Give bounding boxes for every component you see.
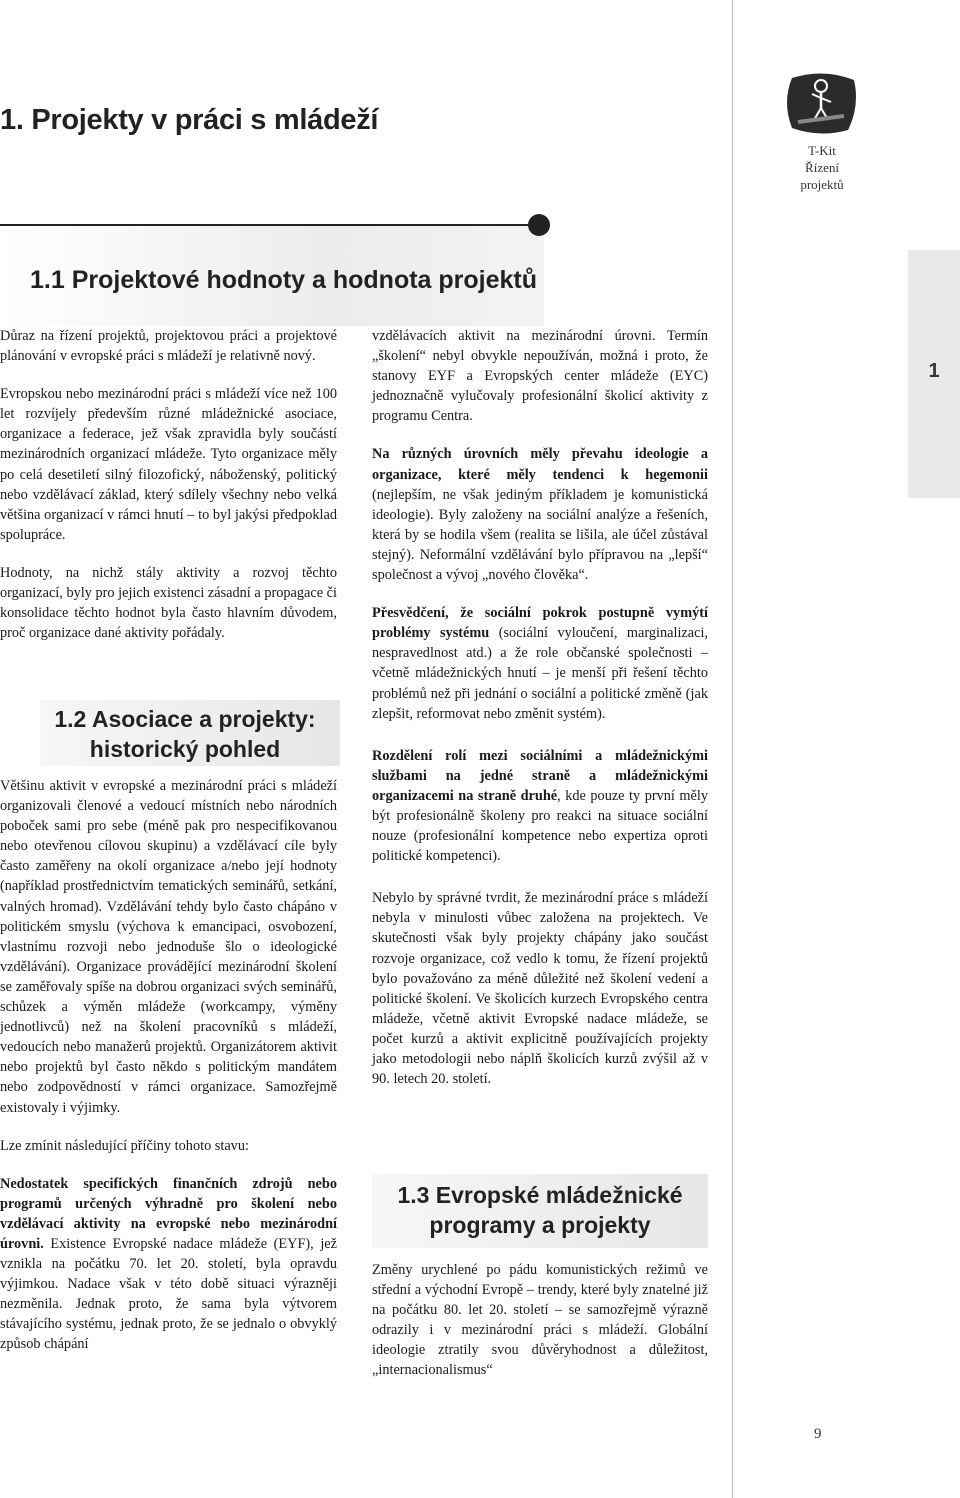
right-paragraph-2: [372, 444, 708, 585]
section-1-2-title-line-1: 1.2 Asociace a projekty:: [54, 706, 316, 732]
left-column-upper: [0, 326, 337, 643]
right-paragraph-5: Nebylo by správné tvrdit, že mezinárodní práce s mládeží nebyla v minulosti vůbec založena na projektech. Ve skutečnosti však byly projekty chápány jako součást rozvoje organizace, což vedlo k tomu, že řízení projektů bylo považováno za méně důležité než školení vedení a politické školení. Ve školicích kurzech Evropského centra mládeže, včetně aktivit Evropské nadace mládeže, se počet kurzů a aktivit explicitně používajících projekty jako metodologii nebo náplň školicích kurzů zvýšil až v 90. letech 20. století.: [372, 890, 708, 1088]
left-paragraph-5: Lze zmínit následující příčiny tohoto stavu:: [0, 1137, 249, 1154]
left-paragraph-4: Většinu aktivit v evropské a mezinárodní práci s mládeží organizovali členové a vedoucí místních nebo národních poboček sami pro sebe (méně pak pro nespecifikovanou nebo otevřenou cílovou skupinu) a vzdělávací cíle byly často zaměřeny na okolí organizace a/nebo její hodnoty (například prostřednictvím tematických seminářů, setkání, valných hromad). Vzdělávání tehdy bylo často chápáno v politickém smyslu (výchova k emancipaci, osvobození, vlastnímu rozvoji nebo jednoduše šlo o ideologické vzdělávání). Organizace provádějící mezinárodní školení se zaměřovaly spíše na dobrou organizaci svých seminářů, schůzek a výměn mládeže (workcampy, výměny jednotlivců) než na školení pracovníků s mládeží, vedoucích nebo manažerů projektů. Organizátorem aktivit nebo projektů byl často někdo s politickým mandátem nebo zodpovědností v rámci organizace. Samozřejmě existovaly i výjimky.: [0, 778, 337, 1116]
vertical-rule: [732, 0, 733, 1498]
left-paragraph-6: [0, 1174, 337, 1355]
section-rule: [0, 224, 530, 226]
left-paragraph-3: Hodnoty, na nichž stály aktivity a rozvoj těchto organizací, byly pro jejich existenci zásadní a propagace či konsolidace těchto hodnot byla často hlavním důvodem, proč organizace dané aktivity pořádaly.: [0, 564, 337, 642]
left-paragraph-6-rest: Existence Evropské nadace mládeže (EYF), jež vznikla na počátku 70. let 20. století, byla opravdu výjimkou. Nadace však v této době situaci výrazněji nezměnila. Jednak proto, že sama byla výtvorem stávajícího systému, jednak proto, že se jednalo o obvyklý způsob chápání: [0, 1235, 337, 1353]
section-1-2-title: [20, 704, 350, 764]
left-paragraph-1: Důraz na řízení projektů, projektovou práci a projektové plánování v evropské práci s mládeží je relativně nový.: [0, 328, 337, 365]
series-line-3: projektů: [800, 177, 844, 192]
tkit-logo-icon: [784, 72, 858, 136]
section-1-3-title: [372, 1180, 708, 1240]
right-paragraph-3: [372, 603, 708, 724]
series-line-2: Řízení: [805, 160, 839, 175]
section-1-2-title-line-2: historický pohled: [89, 736, 281, 762]
right-paragraph-3-bold: Přesvědčení, že sociální pokrok postupně vymýtí problémy systému: [372, 605, 708, 642]
section-1-1-title: 1.1 Projektové hodnoty a hodnota projektů: [30, 266, 538, 294]
right-paragraph-1: vzdělávacích aktivit na mezinárodní úrovni. Termín „školení“ nebyl obvykle nepoužíván, možná i proto, že stanovy EYF a Evropských center mládeže (EYC) jednoznačně vylučovaly profesionální školicí aktivity z programu Centra.: [372, 328, 708, 425]
right-paragraph-4: [372, 746, 708, 867]
section-1-3-title-line-2: programy a projekty: [429, 1212, 651, 1238]
right-column-upper: [372, 326, 708, 1089]
chapter-title: 1. Projekty v práci s mládeží: [0, 104, 379, 136]
left-paragraph-6-bold: Nedostatek specifických finančních zdrojů nebo programů určených výhradně pro školení nebo vzdělávací aktivity na evropské nebo mezinárodní úrovni.: [0, 1175, 337, 1252]
right-column-lower: [372, 1260, 708, 1381]
page-number: 9: [814, 1426, 822, 1442]
series-line-1: T-Kit: [808, 143, 836, 158]
chapter-side-tab-number: 1: [928, 360, 940, 382]
series-label: [770, 142, 874, 193]
right-paragraph-2-bold: Na různých úrovních měly převahu ideologie a organizace, které měly tendenci k hegemonii: [372, 446, 708, 483]
right-paragraph-4-rest: , kde pouze ty první měly být profesionálně školeny pro reakci na situace sociální nouze (profesionální kompetence nebo expertiza oproti politické kompetenci).: [372, 787, 708, 865]
right-paragraph-6: Změny urychlené po pádu komunistických režimů ve střední a východní Evropě – trendy, které byly znatelné již na počátku 80. let 20. století – se samozřejmě výrazně odrazily i v mezinárodní práci s mládeží. Globální ideologie ztratily svou důvěryhodnost a důležitost, „internacionalismus“: [372, 1262, 708, 1379]
section-bullet-icon: [528, 214, 550, 236]
right-paragraph-3-rest: (sociální vyloučení, marginalizaci, nespravedlnost atd.) a že role občanské společnosti – včetně mládežnických hnutí – je menší při řešení těchto problémů než při jednání o sociální a politické změně (jak zlepšit, reformovat nebo změnit systém).: [372, 625, 708, 722]
left-column-lower: [0, 776, 337, 1355]
right-paragraph-4-bold: Rozdělení rolí mezi sociálními a mládežnickými službami na jedné straně a mládežnickými organizacemi na straně druhé: [372, 747, 708, 804]
left-paragraph-2: Evropskou nebo mezinárodní práci s mládeží více než 100 let rozvíjely především různé mládežnické asociace, organizace a federace, jež však zpravidla byly součástí mezinárodních organizací mládeže. Tyto organizace měly po celá desetiletí silný filozofický, náboženský, politický nebo vzdělávací základ, který sdílely všechny nebo velká většina organizací v rámci hnutí – to byl jakýsi předpoklad spolupráce.: [0, 386, 337, 543]
right-paragraph-2-rest: (nejlepším, ne však jediným příkladem je komunistická ideologie). Byly založeny na sociální analýze a řešeních, která by se hodila všem (realita se lišila, ale účel zůstával stejný). Neformální vzdělávání bylo přípravou na „lepší“ společnost a vývoj „nového člověka“.: [372, 486, 708, 584]
section-1-3-title-line-1: 1.3 Evropské mládežnické: [397, 1182, 683, 1208]
